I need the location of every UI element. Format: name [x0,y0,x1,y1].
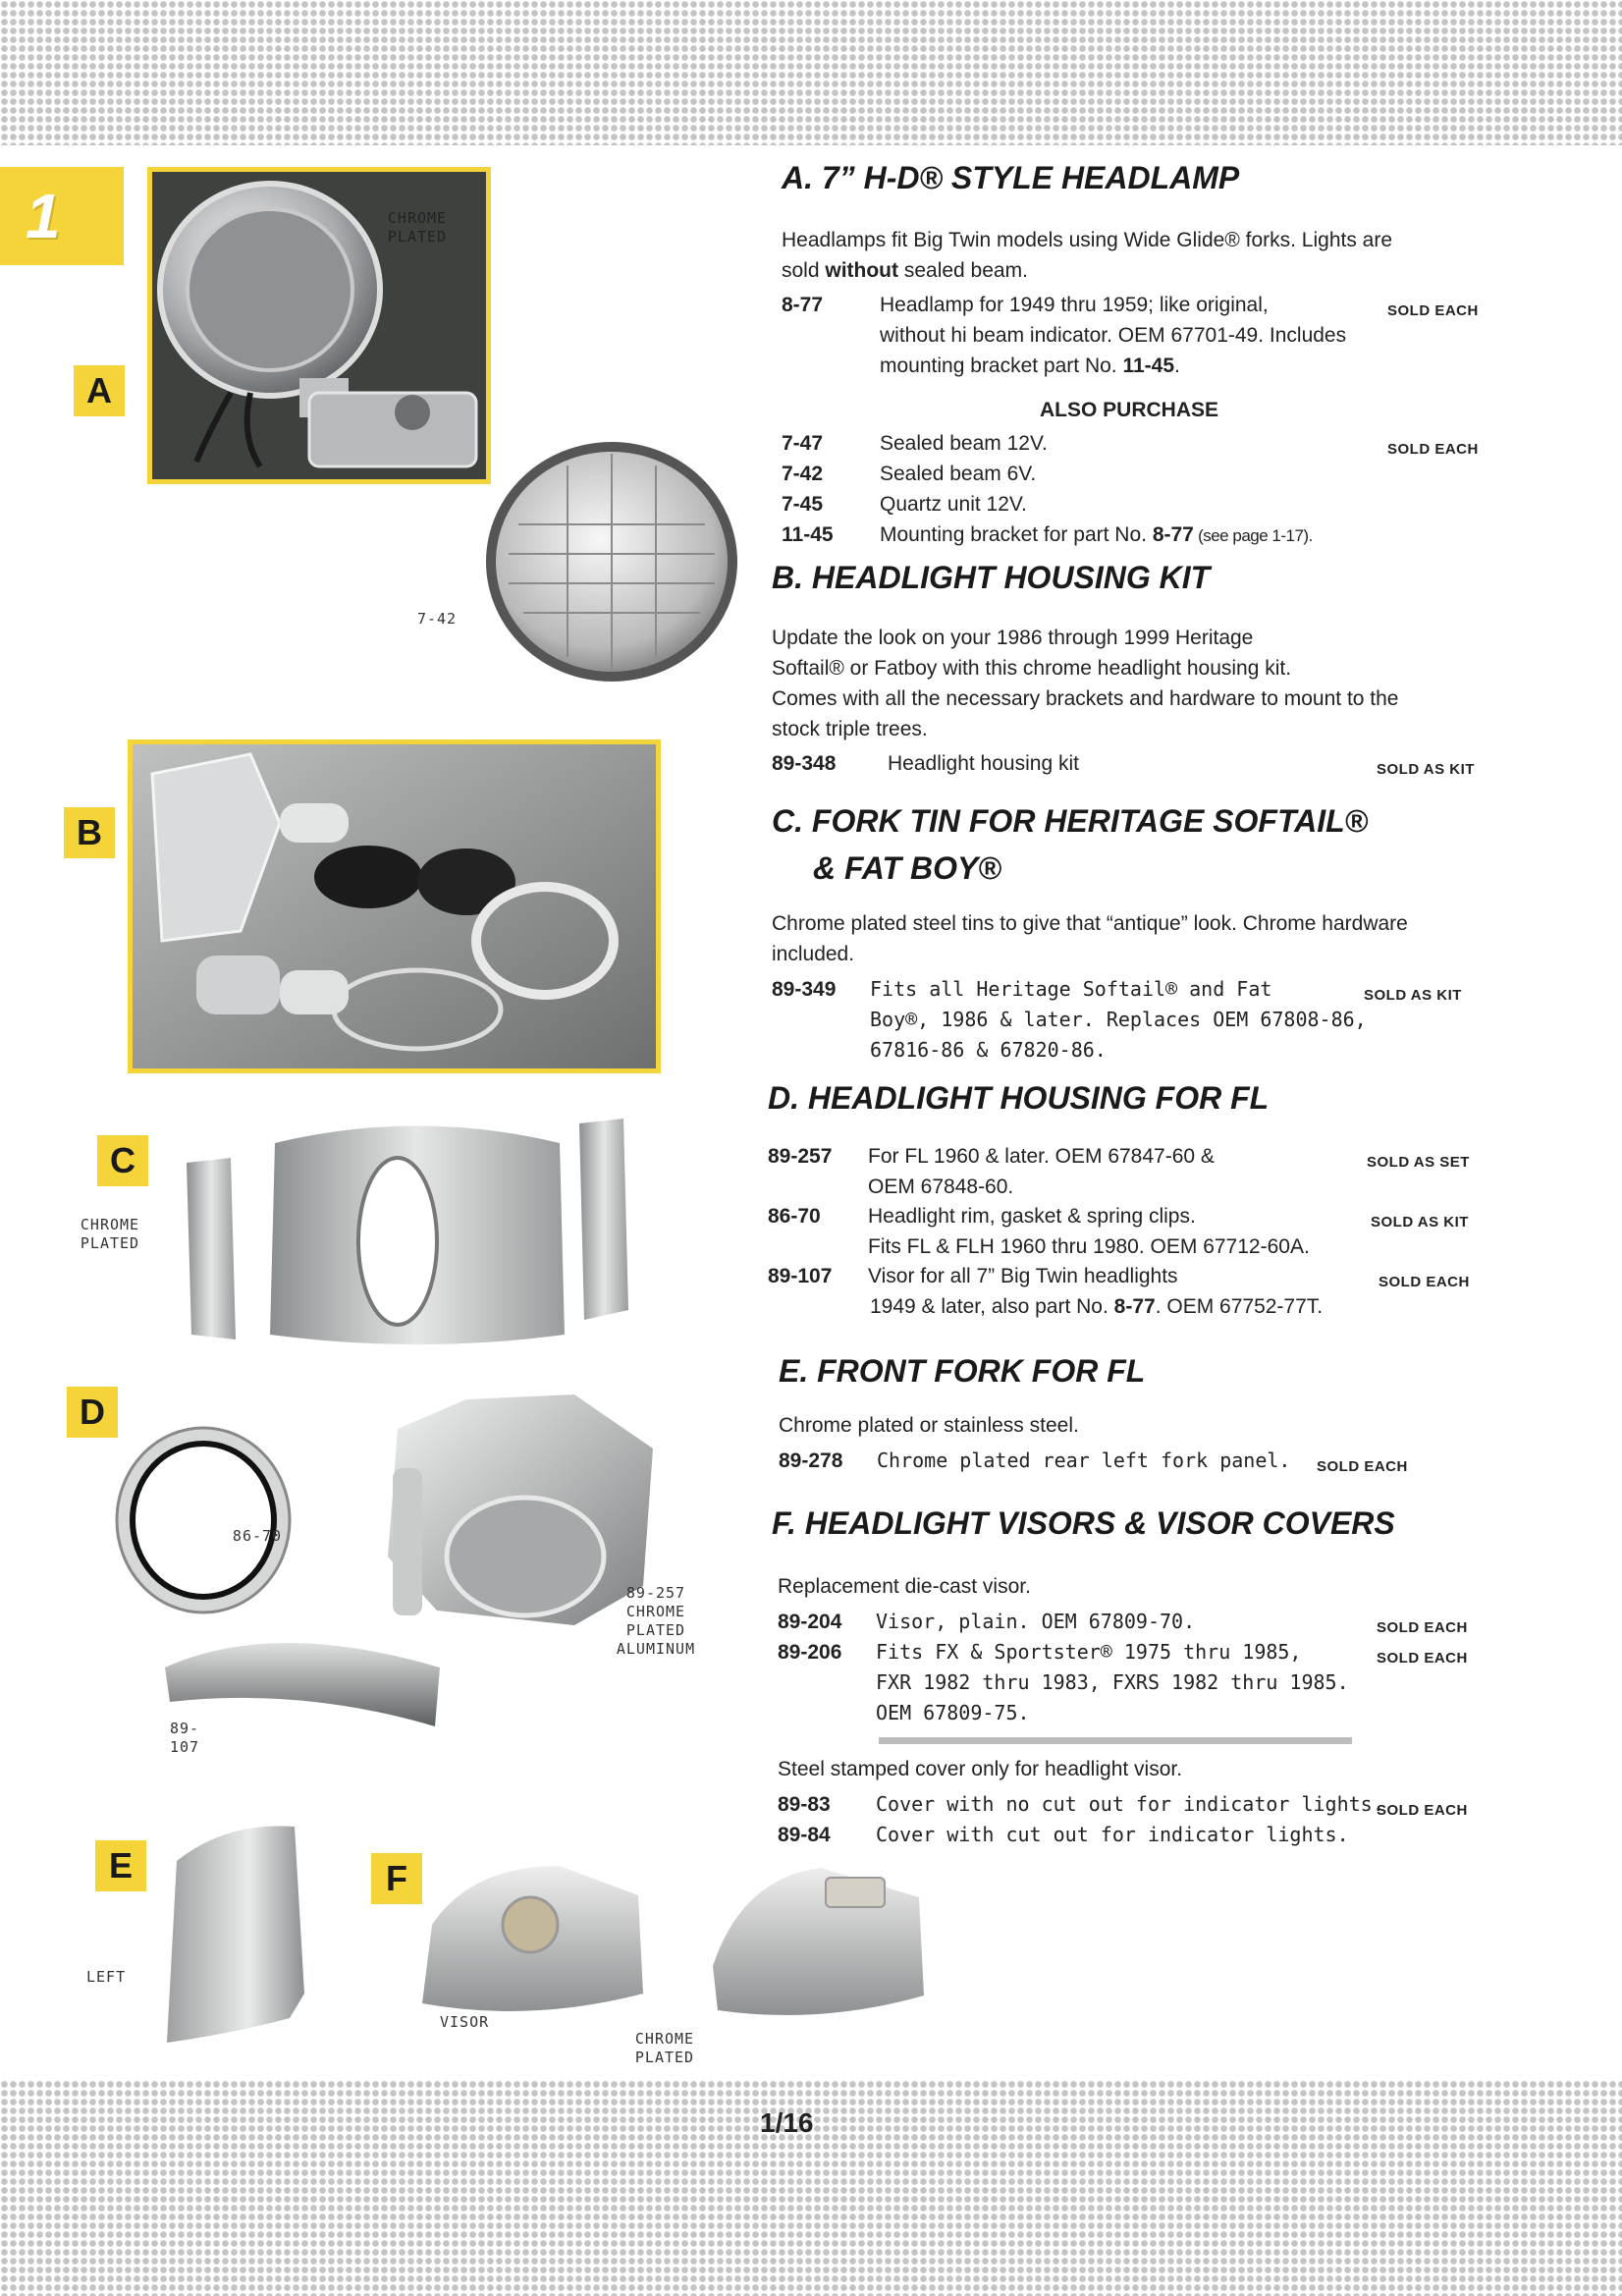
product-89-83 [778,1789,1475,1820]
sealed-beam-photo [479,436,744,687]
product-89-107-line2: 1949 & later, also part No. [870,1295,1114,1318]
product-89-257-line1: For FL 1960 & later. OEM 67847-60 & [868,1145,1215,1168]
section-e-intro: Chrome plated or stainless steel. [779,1414,1079,1437]
product-desc: Headlight housing kit [888,752,1079,775]
product-8-77-line3: mounting bracket part No. [880,355,1123,377]
section-d-heading: D. HEADLIGHT HOUSING FOR FL [768,1080,1270,1116]
fork-panel-illustration [147,1822,314,2048]
letter-badge-d: D [67,1387,118,1438]
sold-label: SOLD EACH [1377,1802,1468,1819]
section-f-cover-intro: Steel stamped cover only for headlight visor. [778,1758,1183,1780]
product-desc: Quartz unit 12V. [880,493,1027,516]
fork-panel-photo [147,1822,314,2048]
section-a-intro-line1: Headlamps fit Big Twin models using Wide Glide® forks. Lights are [782,229,1393,251]
section-b-line4: stock triple trees. [772,718,928,740]
part-number: 89-257 [768,1145,833,1168]
product-86-70-line2: Fits FL & FLH 1960 thru 1980. OEM 67712-60A. [868,1235,1310,1258]
part-number: 89-206 [778,1641,842,1664]
product-86-70-desc [868,1201,1310,1262]
also-purchase-label: ALSO PURCHASE [1039,399,1219,421]
product-89-107-desc [868,1261,1323,1322]
caption-c-chrome-line1: CHROME [80,1216,140,1233]
section-a-heading: A. 7” H-D® STYLE HEADLAMP [782,160,1240,195]
part-ref: 11-45 [1122,355,1175,377]
product-89-204 [778,1607,1475,1637]
product-89-257-line2: OEM 67848-60. [868,1175,1014,1198]
product-89-348 [772,748,1475,779]
product-desc: Visor, plain. OEM 67809-70. [876,1610,1196,1633]
product-89-257-desc [868,1141,1215,1202]
product-89-206-line3: OEM 67809-75. [876,1701,1030,1724]
sold-label: SOLD AS KIT [1371,1214,1469,1230]
part-number: 8-77 [782,294,824,316]
caption-d-89-107: 89-107 [169,1720,200,1756]
product-89-257 [768,1141,1470,1202]
caption-d-86-70: 86-70 [232,1527,283,1545]
section-c-heading-line2: & FAT BOY® [813,850,1001,886]
product-8-77-line3-end: . [1174,355,1180,377]
product-8-77-line2: without hi beam indicator. OEM 67701-49. Includes [880,324,1347,347]
section-f-heading: F. HEADLIGHT VISORS & VISOR COVERS [772,1505,1395,1541]
visor-cover-photo [703,1848,929,2025]
product-desc: Cover with no cut out for indicator lights. [876,1792,1384,1816]
headlight-rim-photo [110,1422,297,1618]
divider [879,1737,1352,1744]
section-b-line1: Update the look on your 1986 through 1999 Heritage [772,627,1254,649]
section-a-intro [782,225,1474,286]
sold-label: SOLD AS KIT [1377,761,1475,778]
caption-c-chrome-plated [71,1216,149,1253]
product-89-107-line1: Visor for all 7” Big Twin headlights [868,1265,1178,1287]
caption-f-chrome-line1: CHROME [634,2030,695,2048]
fork-tin-photo [177,1114,674,1349]
caption-a-7-42: 7-42 [416,610,458,628]
part-ref: 8-77 [1113,1295,1156,1318]
caption-d-89-257 [607,1584,705,1659]
product-8-77 [782,290,1479,383]
part-number: 89-278 [779,1449,843,1472]
product-11-45 [782,519,1474,550]
section-c-heading-line1: C. FORK TIN FOR HERITAGE SOFTAIL® [772,803,1369,839]
caption-d-89257-line1: 89-257 [625,1584,686,1602]
part-number: 7-47 [782,432,824,455]
part-number: 11-45 [782,523,834,546]
product-desc: Cover with cut out for indicator lights. [876,1823,1349,1846]
caption-c-chrome-line2: PLATED [80,1234,140,1252]
headlight-rim-illustration [110,1422,297,1618]
part-number: 7-42 [782,463,824,485]
product-8-77-line1: Headlamp for 1949 thru 1959; like original, [880,294,1269,316]
product-7-47 [782,428,1479,459]
visor-plain-photo [412,1856,653,2028]
section-b-line3: Comes with all the necessary brackets and hardware to mount to the [772,687,1399,710]
product-89-206-line2: FXR 1982 thru 1983, FXRS 1982 thru 1985. [876,1670,1349,1694]
product-86-70-line1: Headlight rim, gasket & spring clips. [868,1205,1196,1228]
section-b-intro [772,623,1479,744]
section-c-intro [772,908,1479,969]
section-f-intro: Replacement die-cast visor. [778,1575,1031,1598]
product-89-349-line2: Boy®, 1986 & later. Replaces OEM 67808-86, [870,1008,1367,1031]
caption-a-chrome-plated [373,209,461,246]
section-b-heading: B. HEADLIGHT HOUSING KIT [772,560,1211,595]
section-e-heading: E. FRONT FORK FOR FL [779,1353,1146,1389]
section-c-line2: included. [772,943,855,965]
product-89-349 [772,974,1479,1067]
part-ref: 8-77 [1152,523,1194,546]
sold-label: SOLD EACH [1387,441,1479,458]
letter-badge-c: C [97,1135,148,1186]
sold-label: SOLD AS KIT [1364,987,1462,1004]
caption-a-chrome-line2: PLATED [387,228,448,246]
part-number: 89-349 [772,978,837,1001]
product-89-349-line3: 67816-86 & 67820-86. [870,1038,1107,1062]
caption-f-chrome-plated [625,2030,704,2067]
housing-kit-photo [128,739,661,1073]
product-89-206-line1: Fits FX & Sportster® 1975 thru 1985, [876,1640,1302,1664]
product-89-349-desc [870,974,1367,1066]
part-number: 89-348 [772,752,837,775]
product-89-107 [768,1261,1470,1322]
caption-d-89257-line4: ALUMINUM [616,1640,696,1658]
product-7-42 [782,459,1474,489]
product-89-278 [779,1446,1466,1476]
part-number: 86-70 [768,1205,821,1228]
product-89-349-line1: Fits all Heritage Softail® and Fat [870,977,1272,1001]
section-a-intro-bold: without [825,259,898,282]
sold-label: SOLD EACH [1377,1650,1468,1667]
product-desc: Sealed beam 12V. [880,432,1048,455]
sold-label: SOLD AS SET [1367,1154,1470,1171]
bracket-desc: Mounting bracket for part No. [880,523,1153,546]
housing-kit-illustration [133,744,656,1068]
section-a-intro-line2a: sold [782,259,826,282]
sold-label: SOLD EACH [1317,1458,1408,1475]
product-7-45 [782,489,1474,519]
fork-tin-illustration [177,1114,674,1349]
sold-label: SOLD EACH [1379,1274,1470,1290]
product-89-107-line2-end: . OEM 67752-77T. [1155,1295,1324,1318]
caption-d-89257-line3: PLATED [625,1621,686,1639]
part-number: 89-107 [768,1265,833,1287]
section-a-intro-line2c: sealed beam. [898,259,1028,282]
part-number: 7-45 [782,493,824,516]
product-desc [880,519,1313,551]
letter-badge-a: A [74,365,125,416]
sealed-beam-illustration [479,436,744,687]
part-number: 89-83 [778,1793,831,1816]
letter-badge-f: F [371,1853,422,1904]
page-number: 1/16 [760,2107,814,2138]
product-desc: Sealed beam 6V. [880,463,1037,485]
part-number: 89-84 [778,1824,831,1846]
sold-label: SOLD EACH [1377,1619,1468,1636]
caption-e-left: LEFT [86,1968,127,1986]
caption-f-chrome-line2: PLATED [634,2049,695,2066]
caption-d-89257-line2: CHROME [625,1603,686,1620]
section-b-line2: Softail® or Fatboy with this chrome headlight housing kit. [772,657,1292,680]
caption-f-visor: VISOR [440,2013,490,2031]
see-page-note: (see page 1-17). [1193,526,1313,545]
product-desc: Chrome plated rear left fork panel. [877,1449,1291,1472]
product-89-206 [778,1637,1475,1730]
product-89-206-desc [876,1637,1349,1728]
product-89-84 [778,1820,1475,1850]
letter-badge-e: E [95,1840,146,1891]
visor-plain-illustration [412,1856,653,2028]
letter-badge-b: B [64,807,115,858]
visor-cover-illustration [703,1848,929,2025]
product-86-70 [768,1201,1469,1262]
top-dot-band [0,0,1622,145]
chapter-tab: 1 [0,167,124,265]
caption-a-chrome-line1: CHROME [387,209,448,227]
section-c-line1: Chrome plated steel tins to give that “antique” look. Chrome hardware [772,912,1408,935]
sold-label: SOLD EACH [1387,302,1479,319]
product-8-77-desc [880,290,1346,381]
part-number: 89-204 [778,1611,842,1633]
